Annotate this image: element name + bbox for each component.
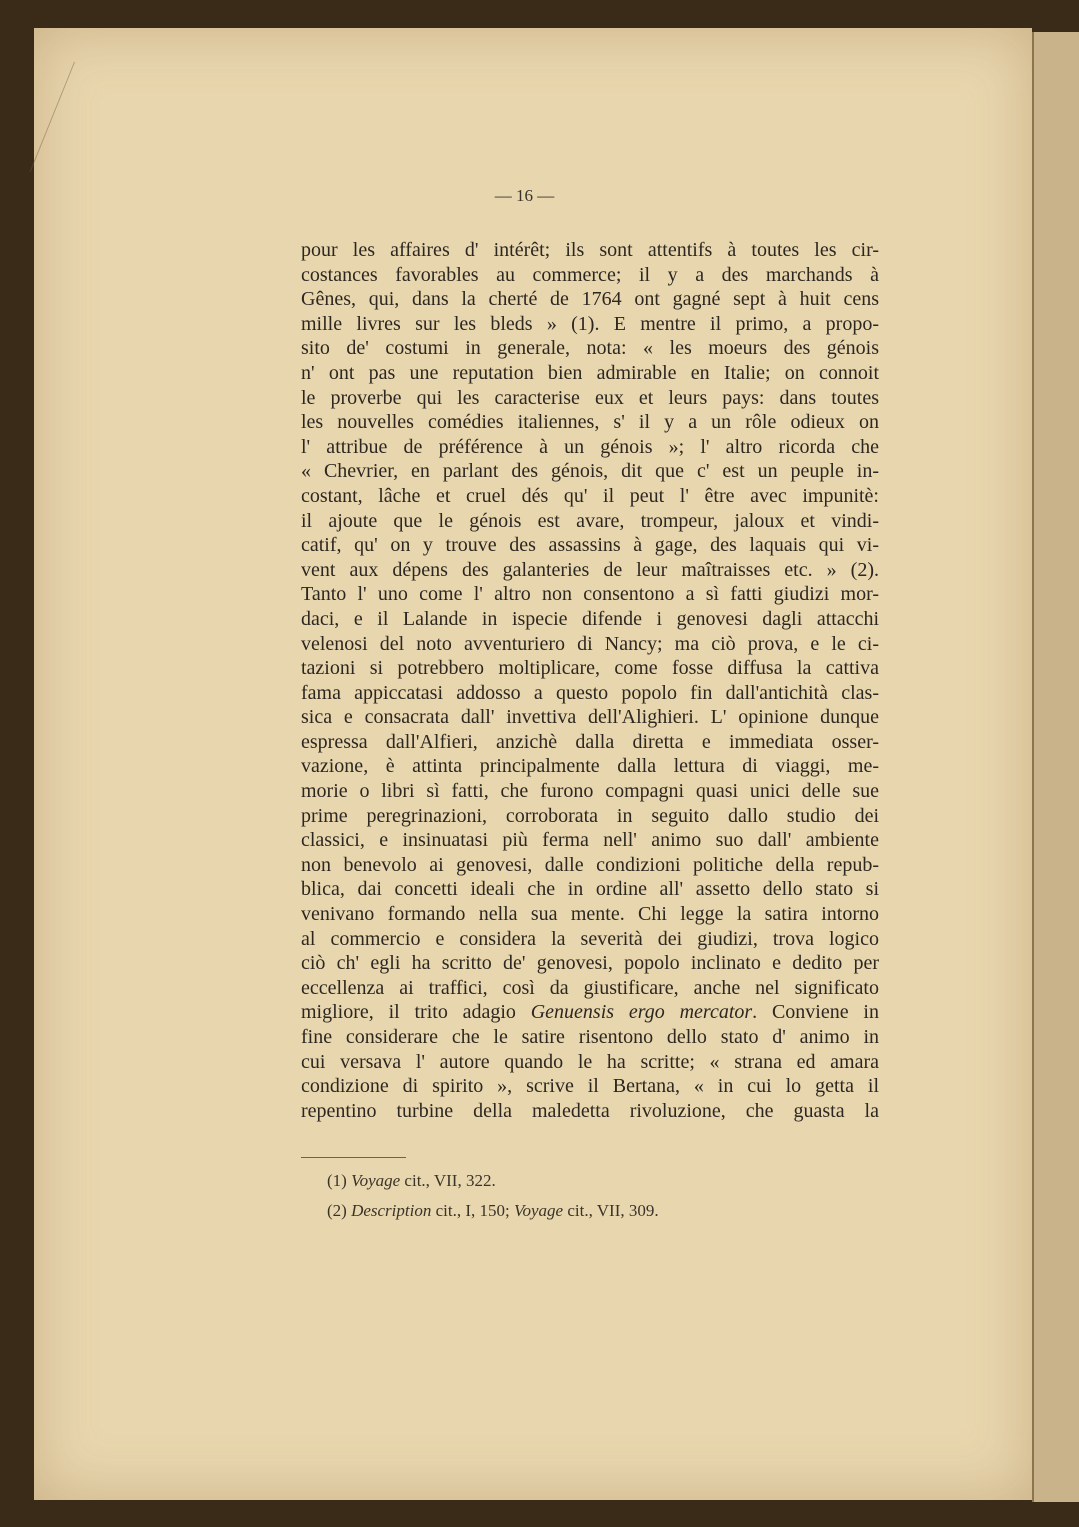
text-line: Tanto l' uno come l' altro non consentono a sì fatti giudizi mor- [301, 583, 879, 606]
text-line: morie o libri sì fatti, che furono compagni quasi unici delle sue [301, 780, 879, 803]
text-line: pour les affaires d' intérêt; ils sont attentifs à toutes les cir- [301, 239, 879, 261]
text-line: l' attribue de préférence à un génois »; l' altro ricorda che [301, 435, 879, 458]
text-line: vazione, è attinta principalmente dalla lettura di viaggi, me- [301, 755, 879, 778]
text-line: prime peregrinazioni, corroborata in seguito dallo studio dei [301, 804, 879, 827]
text-line: fine considerare che le satire risentono dello stato d' animo in [301, 1026, 879, 1048]
footnote-rule [301, 1157, 406, 1158]
text-line: le proverbe qui les caracterise eux et leurs pays: dans toutes [301, 386, 879, 409]
text-line: velenosi del noto avventuriero di Nancy; ma ciò prova, e le ci- [301, 632, 879, 655]
text-line: eccellenza ai traffici, così da giustificare, anche nel significato [301, 976, 879, 999]
text-line: tazioni si potrebbero moltiplicare, come fosse diffusa la cattiva [301, 657, 879, 680]
text-line: sica e consacrata dall' invettiva dell'Alighieri. L' opinione dunque [301, 706, 879, 729]
text-line: al commercio e considera la severità dei giudizi, trova logico [301, 927, 879, 950]
next-page-edge [1032, 32, 1079, 1502]
text-line: n' ont pas une reputation bien admirable en Italie; on connoit [301, 361, 879, 384]
text-line: sito de' costumi in generale, nota: « les moeurs des génois [301, 337, 879, 360]
text-line: venivano formando nella sua mente. Chi legge la satira intorno [301, 903, 879, 926]
text-line: blica, dai concetti ideali che in ordine all' assetto dello stato si [301, 878, 879, 901]
footnote-2: (2) Description cit., I, 150; Voyage cit., VII, 309. [327, 1201, 659, 1220]
text-line: migliore, il trito adagio Genuensis ergo mercator. Conviene in [301, 1001, 879, 1024]
text-line: costant, lâche et cruel dés qu' il peut l' être avec impunitè: [301, 484, 879, 507]
text-line: espressa dall'Alfieri, anzichè dalla diretta e immediata osser- [301, 730, 879, 753]
text-line: repentino turbine della maledetta rivoluzione, che guasta la [301, 1099, 879, 1122]
text-line: les nouvelles comédies italiennes, s' il y a un rôle odieux on [301, 411, 879, 434]
text-line: catif, qu' on y trouve des assassins à gage, des laquais qui vi- [301, 534, 879, 557]
footnotes [327, 1166, 887, 1226]
body-text [301, 238, 879, 1123]
footnote-1: (1) Voyage cit., VII, 322. [327, 1171, 496, 1190]
text-line: condizione di spirito », scrive il Bertana, « in cui lo getta il [301, 1075, 879, 1098]
page-number: — 16 — [494, 186, 555, 205]
page-crease [30, 62, 119, 172]
text-line: fama appiccatasi addosso a questo popolo fin dall'antichità clas- [301, 681, 879, 704]
text-line: Gênes, qui, dans la cherté de 1764 ont gagné sept à huit cens [301, 288, 879, 311]
text-line: cui versava l' autore quando le ha scritte; « strana ed amara [301, 1050, 879, 1073]
text-line: daci, e il Lalande in ispecie difende i genovesi dagli attacchi [301, 607, 879, 630]
text-line: costances favorables au commerce; il y a des marchands à [301, 263, 879, 286]
text-line: non benevolo ai genovesi, dalle condizioni politiche della repub- [301, 853, 879, 876]
text-line: classici, e insinuatasi più ferma nell' animo suo dall' ambiente [301, 829, 879, 852]
text-line: ciò ch' egli ha scritto de' genovesi, popolo inclinato e dedito per [301, 952, 879, 975]
text-line: mille livres sur les bleds » (1). E mentre il primo, a propo- [301, 312, 879, 335]
text-line: il ajoute que le génois est avare, trompeur, jaloux et vindi- [301, 509, 879, 532]
text-line: « Chevrier, en parlant des génois, dit que c' est un peuple in- [301, 460, 879, 483]
text-line: vent aux dépens des galanteries de leur maîtraisses etc. » (2). [301, 558, 879, 581]
